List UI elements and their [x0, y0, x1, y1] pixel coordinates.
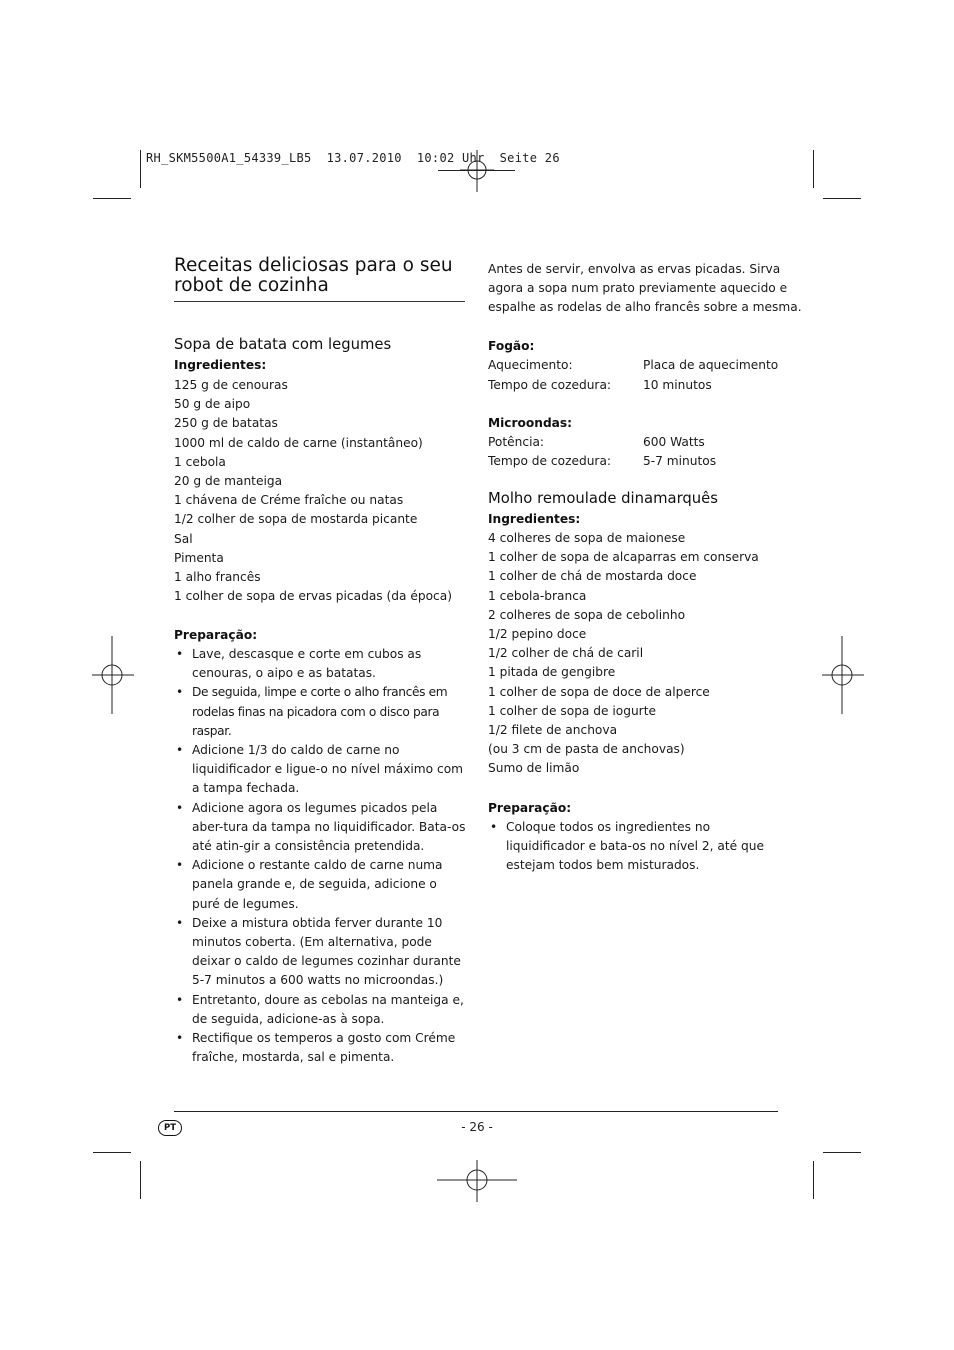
ingredient-item: 1 colher de sopa de alcaparras em conserva — [488, 550, 759, 565]
ingredient-item: 1/2 colher de sopa de mostarda picante — [174, 512, 418, 527]
microwave-value: 600 Watts — [643, 435, 705, 449]
recipe-title-soup: Sopa de batata com legumes — [174, 336, 392, 353]
ingredient-item: 1000 ml de caldo de carne (instantâneo) — [174, 435, 423, 450]
ingredient-item: 50 g de aipo — [174, 397, 251, 412]
intro-line: espalhe as rodelas de alho francês sobre a mesma. — [488, 300, 802, 315]
intro-line: agora a sopa num prato previamente aquecido e — [488, 281, 788, 296]
preparation-label-remoulade: Preparação: — [488, 801, 572, 815]
step-item: • Adicione agora os legumes picados pela aber-tura da tampa no liquidificador. Bata-os até atin-gir a consistência pretendida. — [174, 799, 466, 857]
ingredient-item: 1/2 pepino doce — [488, 627, 587, 642]
step-item: • Deixe a mistura obtida ferver durante 10 minutos coberta. (Em alternativa, pode deixar o caldo de legumes cozinhar durante 5-7 minutos a 600 watts no microondas.) — [174, 914, 466, 991]
microwave-key: Potência: — [488, 435, 545, 449]
intro-line: Antes de servir, envolva as ervas picadas. Sirva — [488, 262, 781, 276]
ingredient-item: 1 colher de chá de mostarda doce — [488, 569, 697, 584]
title-divider — [174, 301, 465, 302]
ingredient-item: 1 pitada de gengibre — [488, 665, 616, 680]
microwave-key: Tempo de cozedura: — [488, 454, 612, 468]
print-header: RH_SKM5500A1_54339_LB5 13.07.2010 10:02 Uhr Seite 26 — [146, 151, 560, 165]
stove-key: Aquecimento: — [488, 358, 573, 372]
step-item: • Lave, descasque e corte em cubos as cenouras, o aipo e as batatas. — [174, 645, 466, 683]
ingredients-label-remoulade: Ingredientes: — [488, 512, 581, 526]
ingredient-item: (ou 3 cm de pasta de anchovas) — [488, 742, 685, 757]
serving-intro — [488, 260, 802, 318]
registration-mark-bottom — [437, 1160, 517, 1202]
ingredients-list-remoulade — [488, 529, 759, 779]
ingredient-item: 1 chávena de Créme fraîche ou natas — [174, 493, 404, 508]
ingredient-item: 1 colher de sopa de iogurte — [488, 703, 656, 718]
stove-label: Fogão: — [488, 339, 535, 353]
step-item: • Adicione 1/3 do caldo de carne no liquidificador e ligue-o no nível máximo com a tampa fechada. — [174, 741, 466, 799]
stove-value: Placa de aquecimento — [643, 358, 779, 372]
stove-value: 10 minutos — [643, 378, 712, 392]
preparation-steps-remoulade — [488, 818, 780, 876]
ingredient-item: 20 g de manteiga — [174, 474, 283, 489]
step-item: • Rectifique os temperos a gosto com Créme fraîche, mostarda, sal e pimenta. — [174, 1029, 466, 1067]
ingredient-item: 1 cebola — [174, 454, 226, 469]
microwave-value: 5-7 minutos — [643, 454, 717, 468]
ingredient-item: 1 alho francês — [174, 570, 261, 585]
ingredient-item: 1/2 filete de anchova — [488, 723, 618, 738]
ingredient-item: 1/2 colher de chá de caril — [488, 646, 644, 661]
step-item: • De seguida, limpe e corte o alho francês em rodelas finas na picadora com o disco para raspar. — [174, 683, 466, 741]
language-badge: PT — [158, 1120, 182, 1136]
preparation-steps-soup — [174, 645, 466, 1067]
ingredients-list-soup — [174, 376, 452, 606]
footer-divider — [174, 1111, 778, 1112]
step-item: • Entretanto, doure as cebolas na manteiga e, de seguida, adicione-as à sopa. — [174, 991, 466, 1029]
ingredient-item: 4 colheres de sopa de maionese — [488, 531, 686, 545]
ingredient-item: 125 g de cenouras — [174, 378, 288, 392]
preparation-label-soup: Preparação: — [174, 628, 258, 642]
ingredients-label-soup: Ingredientes: — [174, 358, 267, 372]
registration-mark-left — [92, 636, 134, 714]
page-number: - 26 - — [461, 1120, 493, 1134]
ingredient-item: Pimenta — [174, 550, 224, 565]
step-item: • Adicione o restante caldo de carne numa panela grande e, de seguida, adicione o puré de legumes. — [174, 856, 466, 914]
ingredient-item: 1 colher de sopa de doce de alperce — [488, 684, 710, 699]
registration-mark-top — [460, 150, 494, 192]
stove-key: Tempo de cozedura: — [488, 378, 612, 392]
ingredient-item: Sumo de limão — [488, 761, 580, 776]
registration-mark-right — [822, 636, 864, 714]
ingredient-item: 1 colher de sopa de ervas picadas (da época) — [174, 589, 452, 604]
ingredient-item: 250 g de batatas — [174, 416, 278, 431]
ingredient-item: 1 cebola-branca — [488, 588, 587, 603]
microwave-label: Microondas: — [488, 416, 573, 430]
recipe-title-remoulade: Molho remoulade dinamarquês — [488, 490, 718, 507]
step-item: • Coloque todos os ingredientes no liquidificador e bata-os no nível 2, até que estejam todos bem misturados. — [488, 818, 780, 876]
ingredient-item: Sal — [174, 531, 193, 546]
page-title: Receitas deliciosas para o seu robot de cozinha — [174, 255, 453, 296]
ingredient-item: 2 colheres de sopa de cebolinho — [488, 607, 686, 622]
